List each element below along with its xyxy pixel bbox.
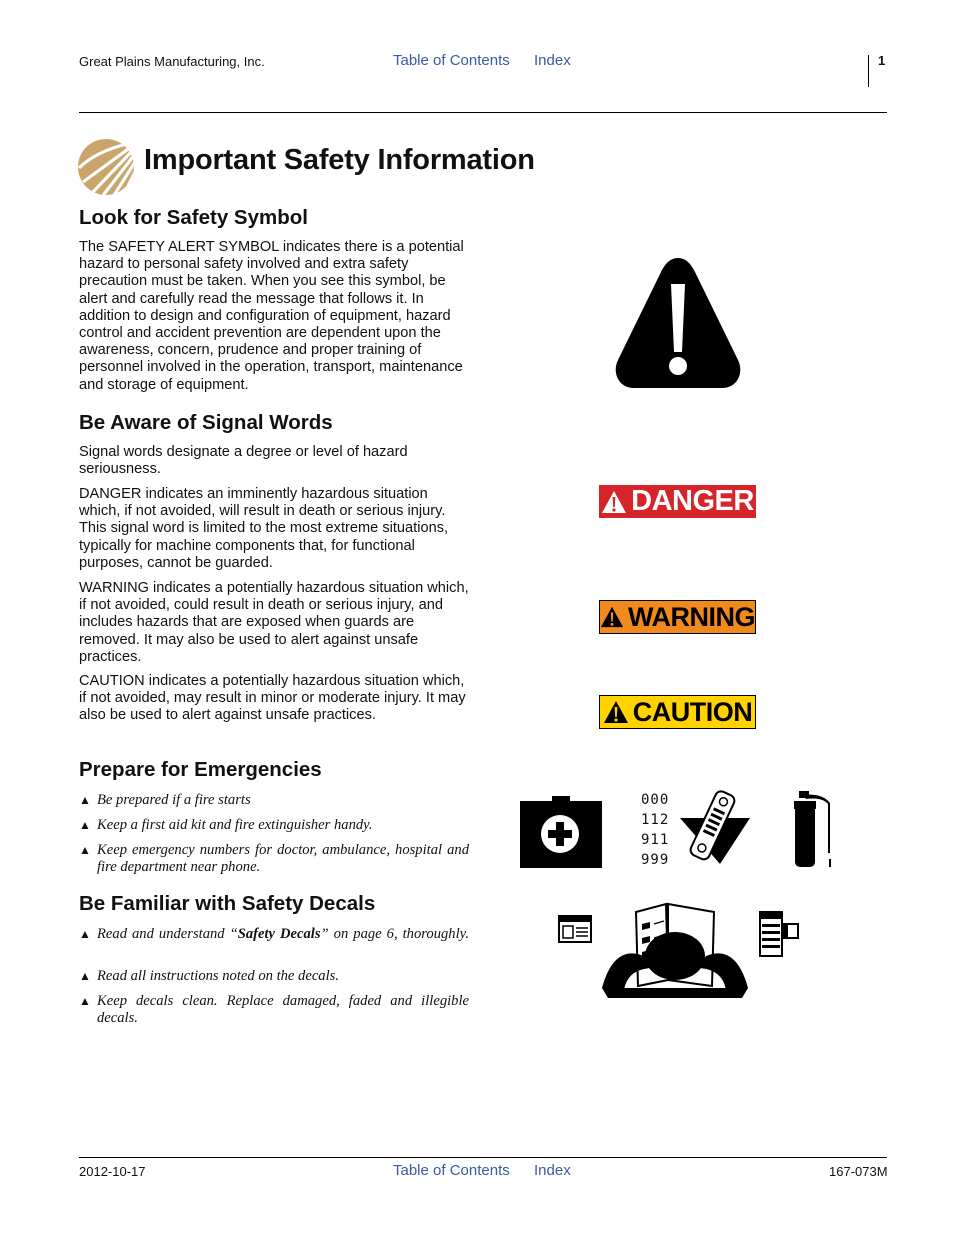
safety-alert-icon [612,252,744,392]
heading-emergencies: Prepare for Emergencies [79,758,322,781]
signal-words-intro: Signal words designate a degree or level of hazard seriousness. [79,444,408,478]
emergency-number: 112 [641,812,670,828]
danger-text: DANGER indicates an imminently hazardous situation which, if not avoided, will result in death or serious injury. This signal word is limited to the most extreme situations, typically for machine components that, for functional purposes, cannot be guarded. [79,486,449,571]
emergency-number: 000 [641,792,670,808]
warning-label: WARNING [628,601,755,632]
toc-link-top[interactable]: Table of Contents [393,52,510,69]
page-title: Important Safety Information [144,144,535,176]
warning-signal-badge [599,600,756,634]
danger-signal-badge [599,485,756,518]
danger-label: DANGER [631,485,754,517]
footer-rule [79,1157,887,1158]
emergency-number: 999 [641,852,670,868]
warning-alert-icon [600,605,624,629]
fire-extinguisher-icon [792,791,836,869]
bullet-marker: ▲ [79,818,91,832]
decals-bullet-2: ▲ Read all instructions noted on the decals. [79,968,339,984]
page-number-divider [868,55,869,87]
heading-decals: Be Familiar with Safety Decals [79,892,376,915]
caution-text: CAUTION indicates a potentially hazardous situation which, if not avoided, may result in minor or moderate injury. It may also be used to alert against unsafe practices. [79,673,466,724]
safety-symbol-text: The SAFETY ALERT SYMBOL indicates there is a potential hazard to personal safety involved and extra safety precaution must be taken. When you see this symbol, be alert and carefully read the message that follows it. In addition to design and configuration of equipment, hazard control and accident prevention are dependent upon the awareness, concern, prudence and proper training of personnel involved in the operation, transport, maintenance and storage of equipment. [79,239,464,393]
danger-alert-icon [601,490,627,514]
index-link-bottom[interactable]: Index [534,1162,571,1179]
caution-label: CAUTION [632,696,753,727]
bullet-marker: ▲ [79,793,91,807]
read-manual-decals-icon [558,902,800,1002]
safety-decals-reference: Safety Decals [237,926,321,942]
emergency-bullet-1: ▲ Be prepared if a fire starts [79,792,251,808]
company-logo-icon [77,138,135,196]
caution-signal-badge [599,695,756,729]
decals-bullet-3: ▲ Keep decals clean. Replace damaged, faded and illegible decals. [79,993,469,1026]
index-link-top[interactable]: Index [534,52,571,69]
bullet-marker: ▲ [79,994,91,1008]
bullet-marker: ▲ [79,843,91,857]
caution-alert-icon [603,700,629,724]
emergency-numbers-list [641,790,669,870]
warning-text: WARNING indicates a potentially hazardous situation which, if not avoided, could result in death or serious injury, and includes hazards that are exposed when guards are removed. It may also be used to alert against unsafe practices. [79,580,469,665]
bullet-marker: ▲ [79,927,91,941]
heading-safety-symbol: Look for Safety Symbol [79,206,308,229]
company-name: Great Plains Manufacturing, Inc. [79,54,265,69]
decals-bullet-1: ▲ Read and understand “Safety Decals” on page 6, thoroughly. [79,926,469,942]
phone-icon [676,788,750,864]
header-rule [79,112,887,113]
toc-link-bottom[interactable]: Table of Contents [393,1162,510,1179]
footer-date: 2012-10-17 [79,1164,146,1179]
emergency-bullet-3: ▲ Keep emergency numbers for doctor, ambulance, hospital and fire department near phone. [79,842,469,875]
heading-signal-words: Be Aware of Signal Words [79,411,333,434]
bullet-marker: ▲ [79,969,91,983]
page-number: 1 [878,53,886,68]
footer-doc-number: 167-073M [829,1164,888,1179]
emergency-number: 911 [641,832,670,848]
emergency-bullet-2: ▲ Keep a first aid kit and fire extinguisher handy. [79,817,373,833]
first-aid-kit-icon [518,796,604,870]
